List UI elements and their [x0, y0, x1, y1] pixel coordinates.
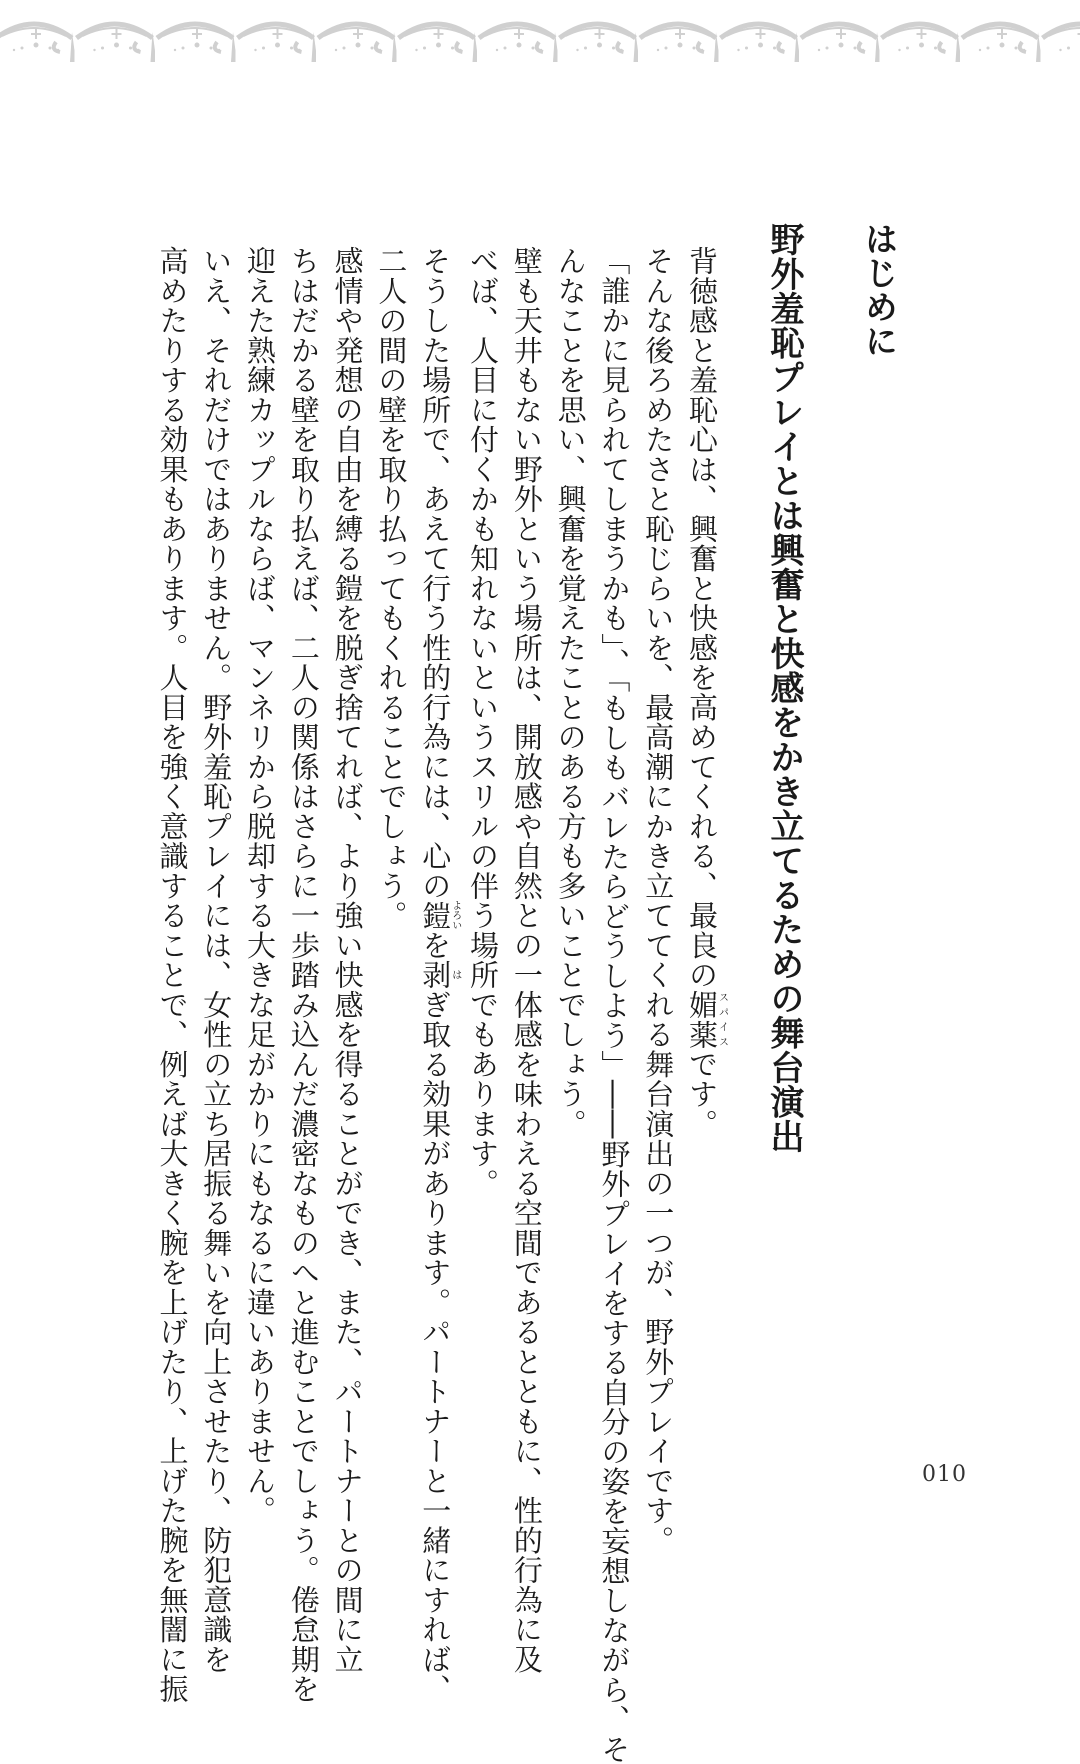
text-segment: ぎ取る効果があります。パートナーと一緒にすれば、 [418, 989, 453, 1704]
ruby-base: 剥 [418, 960, 453, 990]
paragraph [679, 246, 727, 1326]
paragraph [460, 246, 548, 1674]
text-line: 高めたりする効果もあります。人目を強く意識することで、例えば大きく腕を上げたり、上げた腕を無闇に振 [155, 246, 190, 1704]
text-line: そんな後ろめたさと恥じらいを、最高潮にかき立ててくれる舞台演出の一つが、野外プレイです。 [641, 246, 676, 1555]
ruby-reading: は [449, 960, 461, 990]
text-line: 迎えた熟練カップルならば、マンネリから脱却する大きな足がかりにもなるに違いありません。 [243, 246, 278, 1526]
text-line: ちはだかる壁を取り払えば、二人の関係はさらに一歩踏み込んだ濃密なものへと進むことでしょう。倦怠期を [286, 246, 321, 1704]
text-line: 感情や発想の自由を縛る鎧を脱ぎ捨てれば、より強い快感を得ることができ、また、パートナーとの間に立 [330, 246, 365, 1674]
chapter-title: 野外羞恥プレイとは興奮と快感をかき立てるための舞台演出 [764, 222, 804, 1154]
text-line: 壁も天井もない野外という場所は、開放感や自然との一体感を味わえる空間であるとともに、性的行為に及 [509, 246, 544, 1674]
text-line: んなことを思い、興奮を覚えたことのある方も多いことでしょう。 [553, 246, 588, 1139]
text-segment: です。 [685, 1049, 719, 1139]
ruby-reading: スパイス [716, 989, 728, 1050]
paragraph [237, 246, 368, 1704]
ruby-reading: よろい [449, 900, 461, 931]
section-heading: はじめに [860, 222, 899, 358]
paragraph [548, 246, 636, 1764]
text-line [679, 246, 727, 1326]
paragraph [150, 246, 238, 1704]
text-segment: 背徳感と羞恥心は、興奮と快感を高めてくれる、最良の [685, 246, 719, 990]
decorative-top-border [0, 0, 1080, 70]
text-line: べば、人目に付くかも知れないというスリルの伴う場所でもあります。 [466, 246, 501, 1198]
text-line: 「誰かに見られてしまうかも」、「もしもバレたらどうしよう」――野外プレイをする自分の姿を妄想しながら、そ [597, 246, 632, 1764]
ruby-base: 鎧 [418, 900, 453, 931]
ruby-base: 媚薬 [685, 989, 719, 1050]
page-number: 010 [922, 1462, 967, 1487]
ruby-word [418, 900, 461, 931]
paragraph [369, 246, 461, 1704]
text-segment: を [418, 930, 453, 960]
paragraph [635, 246, 679, 1555]
text-line [412, 246, 461, 1704]
ruby-word [418, 960, 461, 990]
ruby-word [685, 989, 728, 1050]
text-line: いえ、それだけではありません。野外羞恥プレイには、女性の立ち居振る舞いを向上させたり、防犯意識を [199, 246, 234, 1674]
text-line: 二人の間の壁を取り払ってもくれることでしょう。 [374, 246, 409, 931]
body-text [150, 246, 728, 1764]
text-segment: そうした場所で、あえて行う性的行為には、心の [418, 246, 453, 901]
